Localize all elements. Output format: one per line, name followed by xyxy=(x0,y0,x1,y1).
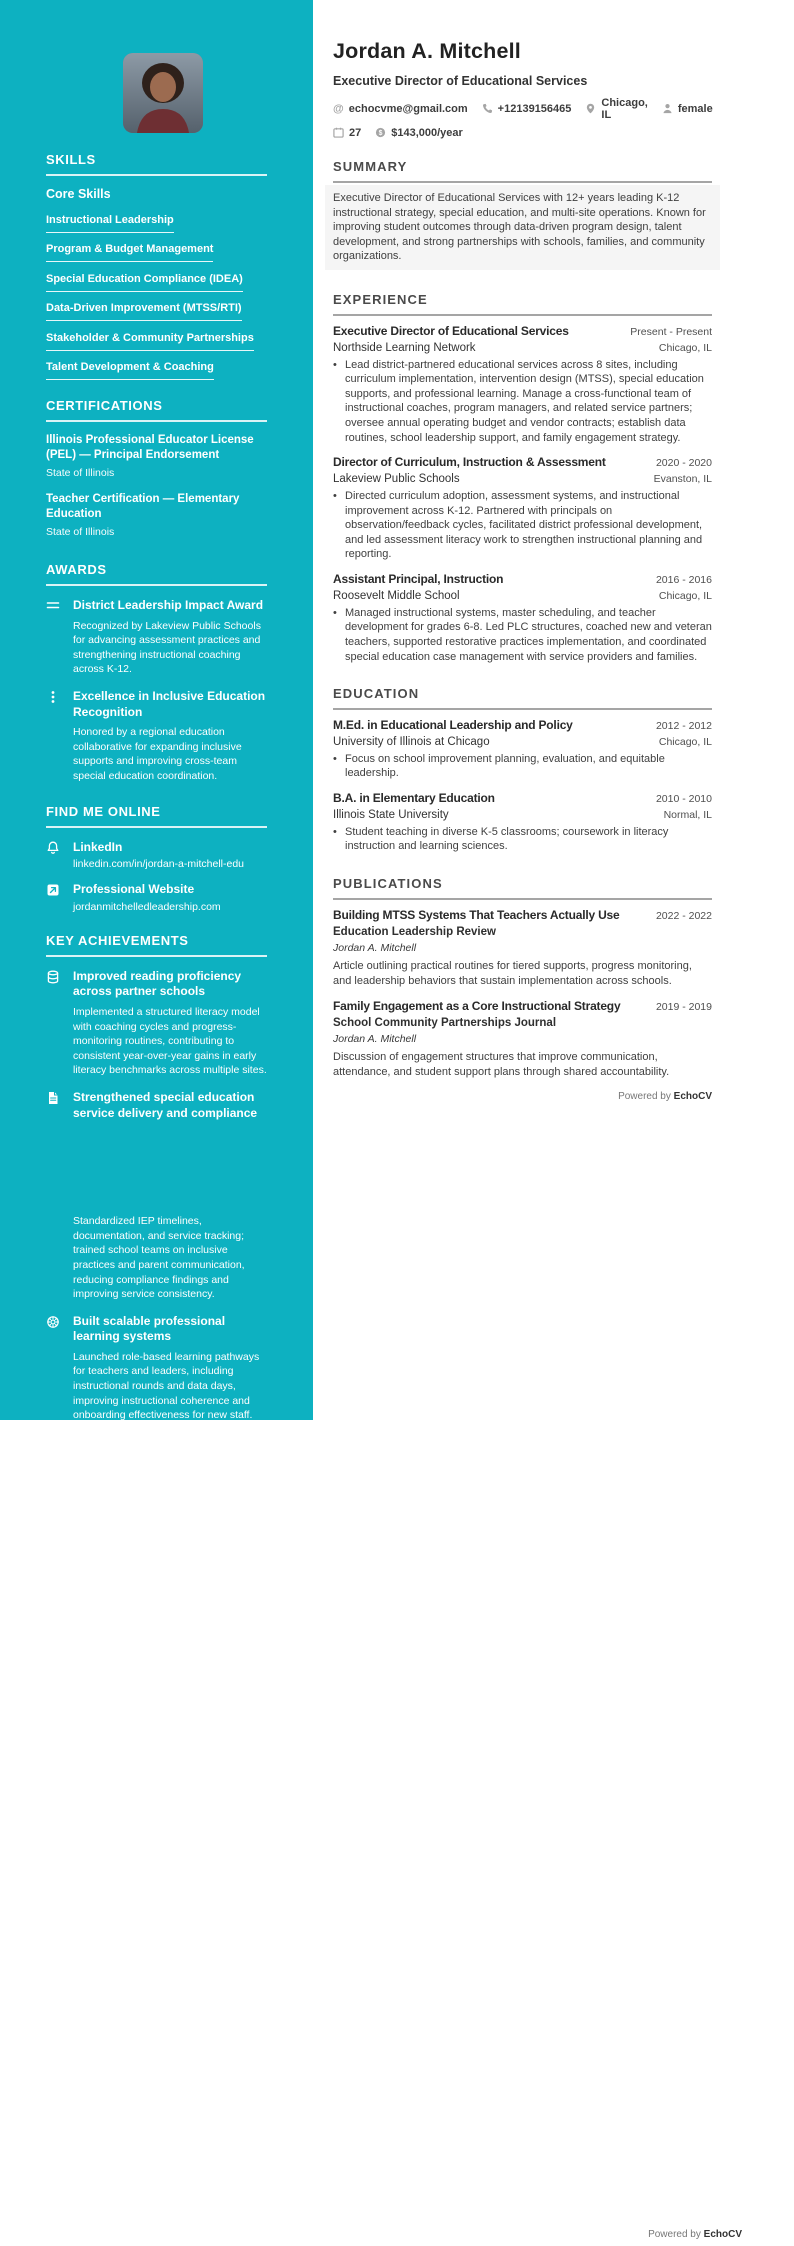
summary-heading: SUMMARY xyxy=(333,158,408,174)
skill-label: Stakeholder & Community Partnerships xyxy=(46,332,254,351)
degree-dates: 2010 - 2010 xyxy=(655,793,712,805)
online-profile-url[interactable]: jordanmitchelledleadership.com xyxy=(73,900,221,913)
skill-label: Program & Budget Management xyxy=(46,243,213,262)
main-column xyxy=(313,0,794,1102)
certification-issuer: State of Illinois xyxy=(46,467,115,480)
award-description: Honored by a regional education collaborative for expanding inclusive supports and improving cross-team special education coordination. xyxy=(73,726,242,782)
contact-location xyxy=(585,97,647,121)
degree-bullet: Student teaching in diverse K-5 classrooms; coursework in literacy instruction and learning sciences. xyxy=(345,825,669,853)
education-entry xyxy=(333,791,712,854)
job-bullet: Directed curriculum adoption, assessment systems, and instructional improvement across K-12. Partnered with principals on observation/feedback cycles, facilitated district professional development, and led assessment literacy work to strengthen instructional planning and reporting. xyxy=(345,489,703,561)
job-dates: 2016 - 2016 xyxy=(655,574,712,587)
achievement-title: Improved reading proficiency across partner schools xyxy=(73,968,242,999)
certification-item xyxy=(46,492,267,538)
bullet-marker: • xyxy=(333,825,337,838)
job-bullet: Managed instructional systems, master scheduling, and teacher development for grades 6-8. Led PLC structures, coached new and veteran teachers, supported restorative practices implementation, and coordinated special education case management with service providers and families. xyxy=(345,606,712,663)
certification-name: Teacher Certification — Elementary Education xyxy=(46,493,240,521)
skill-item xyxy=(46,357,267,380)
person-name: Jordan A. Mitchell xyxy=(333,39,521,63)
skill-label: Special Education Compliance (IDEA) xyxy=(46,273,243,292)
sidebar xyxy=(0,0,313,1420)
job-title: Executive Director of Educational Services xyxy=(333,324,569,338)
award-description: Recognized by Lakeview Public Schools for advancing assessment practices and strengthening instructional coaching across K-12. xyxy=(73,619,261,676)
document-icon xyxy=(46,1090,62,1302)
certification-item xyxy=(46,433,267,479)
skill-label: Instructional Leadership xyxy=(46,214,174,233)
publication-dates: 2019 - 2019 xyxy=(655,1000,712,1013)
degree-title: B.A. in Elementary Education xyxy=(333,791,495,805)
skill-item xyxy=(46,328,267,351)
achievement-title: Built scalable professional learning systems xyxy=(73,1313,226,1344)
divider xyxy=(333,708,712,710)
achievement-title: Strengthened special education service delivery and compliance xyxy=(73,1089,258,1120)
powered-by-footer xyxy=(333,1091,712,1102)
contact-phone xyxy=(482,103,572,115)
sidebar-section-find-me-online xyxy=(46,804,267,913)
key-achievements-heading: KEY ACHIEVEMENTS xyxy=(46,932,189,948)
sidebar-section-skills xyxy=(46,152,267,380)
find-me-online-heading: FIND ME ONLINE xyxy=(46,803,161,819)
website-icon xyxy=(46,882,62,913)
bullet-marker: • xyxy=(333,489,337,502)
publication-journal: Education Leadership Review xyxy=(333,926,496,939)
dollar-circle-icon xyxy=(375,127,386,138)
sidebar-section-certifications xyxy=(46,398,267,538)
job-company: Lakeview Public Schools xyxy=(333,472,460,485)
contact-gender xyxy=(662,103,713,115)
certifications-heading: CERTIFICATIONS xyxy=(46,398,163,414)
skill-label: Data-Driven Improvement (MTSS/RTI) xyxy=(46,302,242,321)
degree-bullet: Focus on school improvement planning, evaluation, and equitable leadership. xyxy=(345,752,665,780)
calendar-icon xyxy=(333,127,344,138)
job-company: Northside Learning Network xyxy=(333,341,476,354)
divider xyxy=(333,314,712,316)
contact-row xyxy=(333,127,712,139)
bullet-marker: • xyxy=(333,752,337,765)
publications-heading: PUBLICATIONS xyxy=(333,875,443,891)
dots-vertical-icon xyxy=(46,689,62,784)
publication-dates: 2022 - 2022 xyxy=(655,909,712,922)
job-location: Chicago, IL xyxy=(658,341,712,354)
contact-age xyxy=(333,127,361,139)
powered-by-footer-bottom xyxy=(648,2229,742,2240)
contact-location-value: Chicago, IL xyxy=(601,96,648,121)
job-bullet: Lead district-partnered educational services across 8 sites, including curriculum implementation, intervention design (MTSS), special education supports, and professional learning. Manage a cross-functional team of instructional coaches, program managers, and related service partners; oversee annual operating budget and vendor contracts; establish data routines, school leadership support, and family engagement strategy. xyxy=(345,358,704,444)
contact-gender-value: female xyxy=(677,102,713,115)
degree-title: M.Ed. in Educational Leadership and Policy xyxy=(333,718,573,733)
publication-title: Building MTSS Systems That Teachers Actually Use xyxy=(333,907,620,922)
school-name: University of Illinois at Chicago xyxy=(333,735,490,748)
powered-by-label: Powered by xyxy=(648,2229,704,2240)
job-location: Chicago, IL xyxy=(658,589,712,602)
job-title: Assistant Principal, Instruction xyxy=(333,572,504,587)
bullet-marker: • xyxy=(333,606,337,619)
divider xyxy=(46,955,267,957)
list-lines-icon xyxy=(46,598,62,677)
experience-heading: EXPERIENCE xyxy=(333,292,428,307)
skill-item xyxy=(46,210,267,233)
school-location: Normal, IL xyxy=(663,808,712,821)
skills-group-label: Core Skills xyxy=(46,187,111,201)
divider xyxy=(333,181,712,183)
page-break-spacer xyxy=(73,1121,267,1209)
experience-entry xyxy=(333,324,712,445)
contact-phone-value: +12139156465 xyxy=(497,102,572,115)
school-location: Chicago, IL xyxy=(658,735,712,748)
online-profile-url[interactable]: linkedin.com/in/jordan-a-mitchell-edu xyxy=(73,858,244,871)
awards-heading: AWARDS xyxy=(46,562,107,578)
award-item xyxy=(46,598,267,677)
phone-icon xyxy=(482,103,493,114)
degree-dates: 2012 - 2012 xyxy=(655,720,712,733)
profile-photo xyxy=(123,53,203,133)
certification-name: Illinois Professional Educator License (PEL) — Principal Endorsement xyxy=(46,434,254,462)
skills-heading: SKILLS xyxy=(46,152,96,167)
achievement-description: Implemented a structured literacy model with coaching cycles and progress-monitoring routines, contributing to consistent year-over-year gains in early literacy benchmarks across multiple sites. xyxy=(73,1005,267,1077)
award-item xyxy=(46,689,267,784)
summary-text: Executive Director of Educational Services with 12+ years leading K-12 instructional strategy, special education, and multi-site operations. Known for improving student outcomes through data-driven program design, talent development, and strong partnerships with schools, families, and community organizations. xyxy=(325,185,720,270)
skill-list xyxy=(46,210,267,380)
skill-label: Talent Development & Coaching xyxy=(46,361,214,380)
profile-photo-illustration xyxy=(123,53,203,133)
contact-salary xyxy=(375,127,463,139)
brand-name: EchoCV xyxy=(673,1091,712,1103)
online-profile-item[interactable] xyxy=(46,882,267,913)
contact-age-value: 27 xyxy=(349,126,362,139)
job-company: Roosevelt Middle School xyxy=(333,589,460,602)
publication-description: Article outlining practical routines for tiered supports, progress monitoring, and leadership behaviors that sustain implementation across schools. xyxy=(333,960,692,987)
sidebar-section-key-achievements xyxy=(46,933,267,1423)
location-pin-icon xyxy=(585,103,596,114)
job-location: Evanston, IL xyxy=(653,472,712,485)
divider xyxy=(46,584,267,586)
award-title: District Leadership Impact Award xyxy=(73,598,264,613)
gear-icon xyxy=(46,1314,62,1423)
job-dates: Present - Present xyxy=(630,326,712,338)
divider xyxy=(333,898,712,900)
skill-item xyxy=(46,298,267,321)
achievement-description: Standardized IEP timelines, documentation, and service tracking; trained school teams on inclusive practices and parent communication, reducing compliance findings and improving service consistency. xyxy=(73,1215,245,1301)
achievement-item xyxy=(46,969,267,1078)
online-profile-label: Professional Website xyxy=(73,882,195,897)
experience-entry xyxy=(333,455,712,562)
online-profile-label: LinkedIn xyxy=(73,839,123,854)
contact-salary-value: $143,000/year xyxy=(391,126,463,139)
contact-email[interactable] xyxy=(333,103,468,115)
award-title: Excellence in Inclusive Education Recognition xyxy=(73,689,266,719)
certification-issuer: State of Illinois xyxy=(46,526,115,539)
divider xyxy=(46,420,267,422)
svg-text:$: $ xyxy=(378,130,383,138)
brand-name: EchoCV xyxy=(703,2229,742,2240)
email-at-icon: @ xyxy=(333,102,344,115)
publication-entry xyxy=(333,999,712,1080)
publication-author: Jordan A. Mitchell xyxy=(333,942,417,955)
person-icon xyxy=(662,103,673,114)
powered-by-label: Powered by xyxy=(618,1091,674,1103)
achievement-description: Launched role-based learning pathways for teachers and leaders, including instructional rounds and data days, improving instructional coherence and onboarding effectiveness for new staff. xyxy=(73,1350,260,1422)
education-heading: EDUCATION xyxy=(333,686,420,702)
publication-author: Jordan A. Mitchell xyxy=(333,1033,417,1046)
achievement-item xyxy=(46,1090,267,1302)
contact-row xyxy=(333,97,712,121)
online-profile-item[interactable] xyxy=(46,840,267,871)
person-job-title: Executive Director of Educational Services xyxy=(333,73,588,88)
education-entry xyxy=(333,718,712,781)
publication-entry xyxy=(333,908,712,989)
contact-email-value[interactable]: echocvme@gmail.com xyxy=(348,102,468,115)
linkedin-bell-icon xyxy=(46,840,62,871)
divider xyxy=(46,826,267,828)
database-icon xyxy=(46,969,62,1078)
job-dates: 2020 - 2020 xyxy=(655,457,712,470)
sidebar-section-awards xyxy=(46,562,267,784)
publication-title: Family Engagement as a Core Instructional Strategy xyxy=(333,998,621,1013)
skill-item xyxy=(46,269,267,292)
school-name: Illinois State University xyxy=(333,808,449,821)
achievement-item xyxy=(46,1314,267,1423)
experience-entry xyxy=(333,572,712,664)
bullet-marker: • xyxy=(333,358,337,371)
skill-item xyxy=(46,239,267,262)
divider xyxy=(46,174,267,176)
publication-description: Discussion of engagement structures that improve communication, attendance, and student support plans through shared accountability. xyxy=(333,1051,670,1078)
job-title: Director of Curriculum, Instruction & Assessment xyxy=(333,455,606,470)
publication-journal: School Community Partnerships Journal xyxy=(333,1017,557,1030)
